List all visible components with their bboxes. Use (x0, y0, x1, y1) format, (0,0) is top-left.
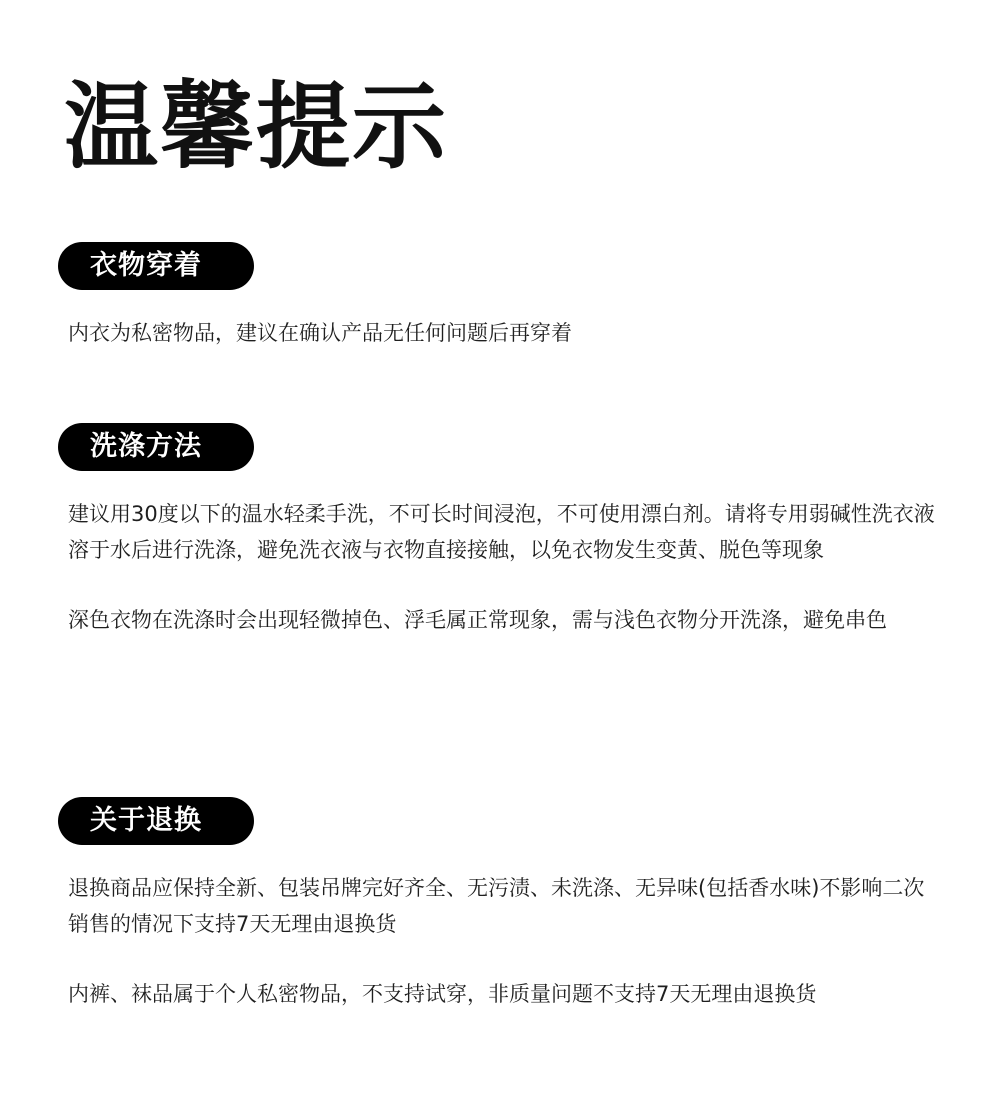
section-heading-wearing: 衣物穿着 (58, 242, 254, 290)
section-heading-washing: 洗涤方法 (58, 423, 254, 471)
washing-paragraph-1: 建议用30度以下的温水轻柔手洗，不可长时间浸泡，不可使用漂白剂。请将专用弱碱性洗衣液溶于水后进行洗涤，避免洗衣液与衣物直接接触，以免衣物发生变黄、脱色等现象 (68, 502, 935, 562)
wearing-paragraph: 内衣为私密物品，建议在确认产品无任何问题后再穿着 (68, 321, 572, 345)
returns-paragraph-1: 退换商品应保持全新、包装吊牌完好齐全、无污渍、未洗涤、无异味(包括香水味)不影响二次销售的情况下支持7天无理由退换货 (68, 876, 925, 936)
section-heading-returns: 关于退换 (58, 797, 254, 845)
section-wearing (58, 242, 938, 351)
page-title: 温馨提示 (64, 73, 449, 182)
washing-paragraph-2: 深色衣物在洗涤时会出现轻微掉色、浮毛属正常现象，需与浅色衣物分开洗涤，避免串色 (68, 608, 887, 632)
section-returns (58, 797, 938, 1012)
returns-paragraph-2: 内裤、袜品属于个人私密物品，不支持试穿，非质量问题不支持7天无理由退换货 (68, 982, 817, 1006)
section-washing (58, 423, 938, 638)
